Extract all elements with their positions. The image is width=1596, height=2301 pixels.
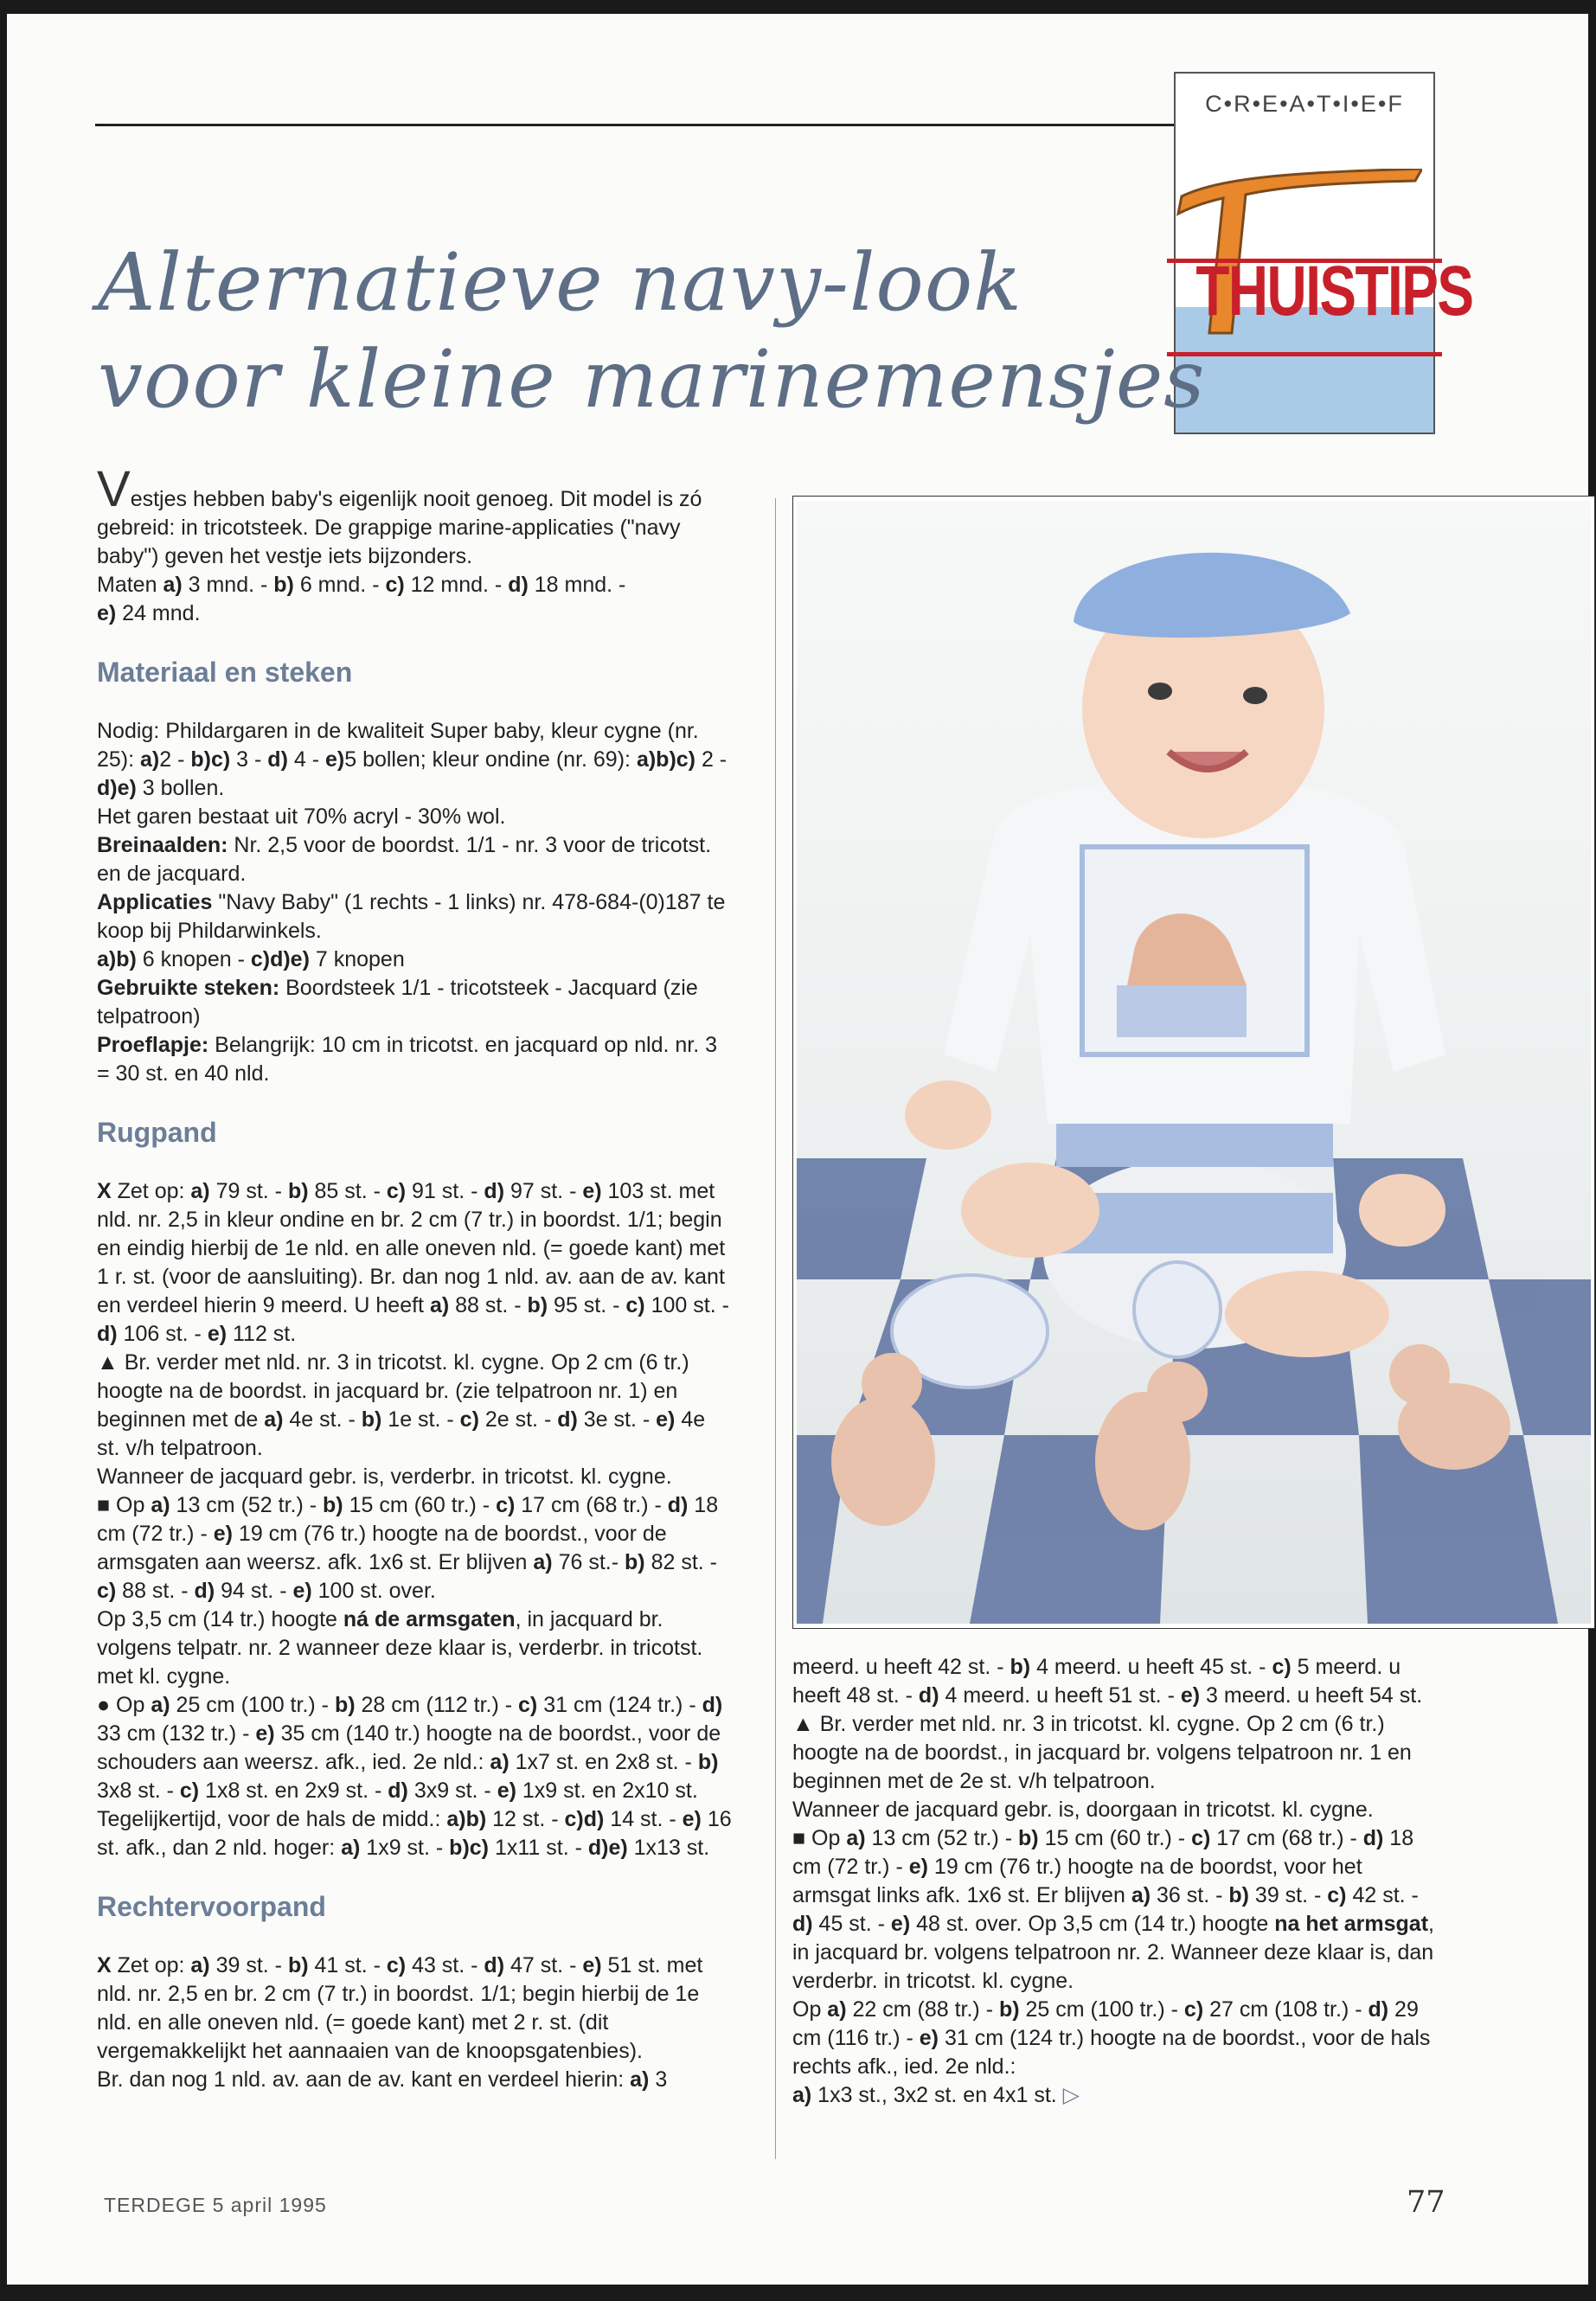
drop-cap: V	[97, 461, 131, 517]
materiaal-paragraph: Nodig: Phildargaren in de kwaliteit Super baby, kleur cygne (nr. 25): a)2 - b)c) 3 - d) 4 - e)5 bollen; kleur ondine (nr. 69): a)b)c) 2 - d)e) 3 bollen. Het garen bestaat uit 70% acryl - 30% wol. Breinaalden: Nr. 2,5 voor de boordst. 1/1 - nr. 3 voor de tricotst. en de jacquard. Applicaties "Navy Baby" (1 rechts - 1 links) nr. 478-684-(0)187 te koop bij Phildarwinkels. a)b) 6 knopen - c)d)e) 7 knopen Gebruikte steken: Boordsteek 1/1 - tricotsteek - Jacquard (zie telpatroon) Proeflapje: Belangrijk: 10 cm in tricotst. en jacquard op nld. nr. 3 = 30 st. en 40 nld.	[97, 719, 727, 1086]
magazine-page	[7, 14, 1588, 2285]
heading-materiaal: Materiaal en steken	[97, 657, 353, 688]
baby-photo	[797, 501, 1591, 1624]
footer-publication: TERDEGE 5 april 1995	[104, 2194, 327, 2216]
continue-arrow-icon: ▷	[1062, 2083, 1080, 2107]
title-line-1: Alternatieve navy-look	[98, 236, 1022, 329]
left-column	[97, 461, 733, 2094]
rechtervoorpand-paragraph: X Zet op: a) 39 st. - b) 41 st. - c) 43 st. - d) 47 st. - e) 51 st. met nld. nr. 2,5 en br. 2 cm (7 tr.) in boordst. 1/1; begin hierbij de 1e nld. en alle oneven nld. (= goede kant) met 2 r. st. (dit vergemakkelijkt het aannaaien van de knoopsgatenbies). Br. dan nog 1 nld. av. aan de av. kant en verdeel hierin: a) 3	[97, 1953, 703, 2092]
right-col-paragraph-1: meerd. u heeft 42 st. - b) 4 meerd. u heeft 45 st. - c) 5 meerd. u heeft 48 st. - d) 4 meerd. u heeft 51 st. - e) 3 meerd. u heeft 54 st. ▲ Br. verder met nld. nr. 3 in tricotst. kl. cygne. Op 2 cm (6 tr.) hoogte na de boordst., in jacquard br. volgens telpatroon nr. 1 en beginnen met de 2e st. v/h telpatroon. Wanneer de jacquard gebr. is, doorgaan in tricotst. kl. cygne. ■ Op a) 13 cm (52 tr.) - b) 15 cm (60 tr.) - c) 17 cm (68 tr.) - d) 18 cm (72 tr.) - e) 19 cm (76 tr.) hoogte na de boordst, voor het armsgat links afk. 1x6 st. Er blijven a) 36 st. - b) 39 st. - c) 42 st. - d) 45 st. - e) 48 st. over. Op 3,5 cm (14 tr.) hoogte na het armsgat, in jacquard br. volgens telpatroon nr. 2. Wanneer deze klaar is, dan verderbr. in tricotst. kl. cygne. Op a) 22 cm (88 tr.) - b) 25 cm (100 tr.) - c) 27 cm (108 tr.) - d) 29 cm (116 tr.) - e) 31 cm (124 tr.) hoogte na de boordst., voor de hals rechts afk., ied. 2e nld.: a) 1x3 st., 3x2 st. en 4x1 st. ▷	[792, 1655, 1434, 2107]
baby-illustration-icon	[797, 501, 1591, 1624]
right-column	[792, 1653, 1437, 2110]
logo-thuistips-text: THUISTIPS	[1195, 252, 1473, 330]
logo-creatief-text: C•R•E•A•T•I•E•F	[1205, 91, 1404, 117]
article-title	[98, 234, 1205, 428]
page-number: 77	[1407, 2185, 1445, 2220]
intro-paragraph: Vestjes hebben baby's eigenlijk nooit genoeg. Dit model is zó gebreid: in tricotsteek. De grappige marine-applicaties ("navy baby") geven het vestje iets bijzonders. Maten a) 3 mnd. - b) 6 mnd. - c) 12 mnd. - d) 18 mnd. - e) 24 mnd.	[97, 461, 702, 625]
top-rule	[95, 124, 1187, 126]
creatief-thuistips-logo	[1174, 72, 1473, 434]
heading-rechtervoorpand: Rechtervoorpand	[97, 1891, 326, 1922]
column-divider	[775, 498, 776, 2159]
heading-rugpand: Rugpand	[97, 1117, 217, 1148]
title-line-2: voor kleine marinemensjes	[98, 333, 1206, 426]
logo-bar-bottom	[1167, 352, 1442, 356]
rugpand-paragraph: X Zet op: a) 79 st. - b) 85 st. - c) 91 st. - d) 97 st. - e) 103 st. met nld. nr. 2,5 in kleur ondine en br. 2 cm (7 tr.) in boordst. 1/1; begin en eindig hierbij de 1e nld. en alle oneven nld. (= goede kant) met 1 r. st. (voor de aansluiting). Br. dan nog 1 nld. av. aan de av. kant en verdeel hierin 9 meerd. U heeft a) 88 st. - b) 95 st. - c) 100 st. - d) 106 st. - e) 112 st. ▲ Br. verder met nld. nr. 3 in tricotst. kl. cygne. Op 2 cm (6 tr.) hoogte na de boordst. in jacquard br. (zie telpatroon nr. 1) en beginnen met de a) 4e st. - b) 1e st. - c) 2e st. - d) 3e st. - e) 4e st. v/h telpatroon. Wanneer de jacquard gebr. is, verderbr. in tricotst. kl. cygne. ■ Op a) 13 cm (52 tr.) - b) 15 cm (60 tr.) - c) 17 cm (68 tr.) - d) 18 cm (72 tr.) - e) 19 cm (76 tr.) hoogte na de boordst., voor de armsgaten aan weersz. afk. 1x6 st. Er blijven a) 76 st.- b) 82 st. - c) 88 st. - d) 94 st. - e) 100 st. over. Op 3,5 cm (14 tr.) hoogte ná de armsgaten, in jacquard br. volgens telpatr. nr. 2 wanneer deze klaar is, verderbr. in tricotst. met kl. cygne. ● Op a) 25 cm (100 tr.) - b) 28 cm (112 tr.) - c) 31 cm (124 tr.) - d) 33 cm (132 tr.) - e) 35 cm (140 tr.) hoogte na de boordst., voor de schouders aan weersz. afk., ied. 2e nld.: a) 1x7 st. en 2x8 st. - b) 3x8 st. - c) 1x8 st. en 2x9 st. - d) 3x9 st. - e) 1x9 st. en 2x10 st. Tegelijkertijd, voor de hals de midd.: a)b) 12 st. - c)d) 14 st. - e) 16 st. afk., dan 2 nld. hoger: a) 1x9 st. - b)c) 1x11 st. - d)e) 1x13 st.	[97, 1179, 732, 1860]
photo-frame	[792, 496, 1595, 1629]
